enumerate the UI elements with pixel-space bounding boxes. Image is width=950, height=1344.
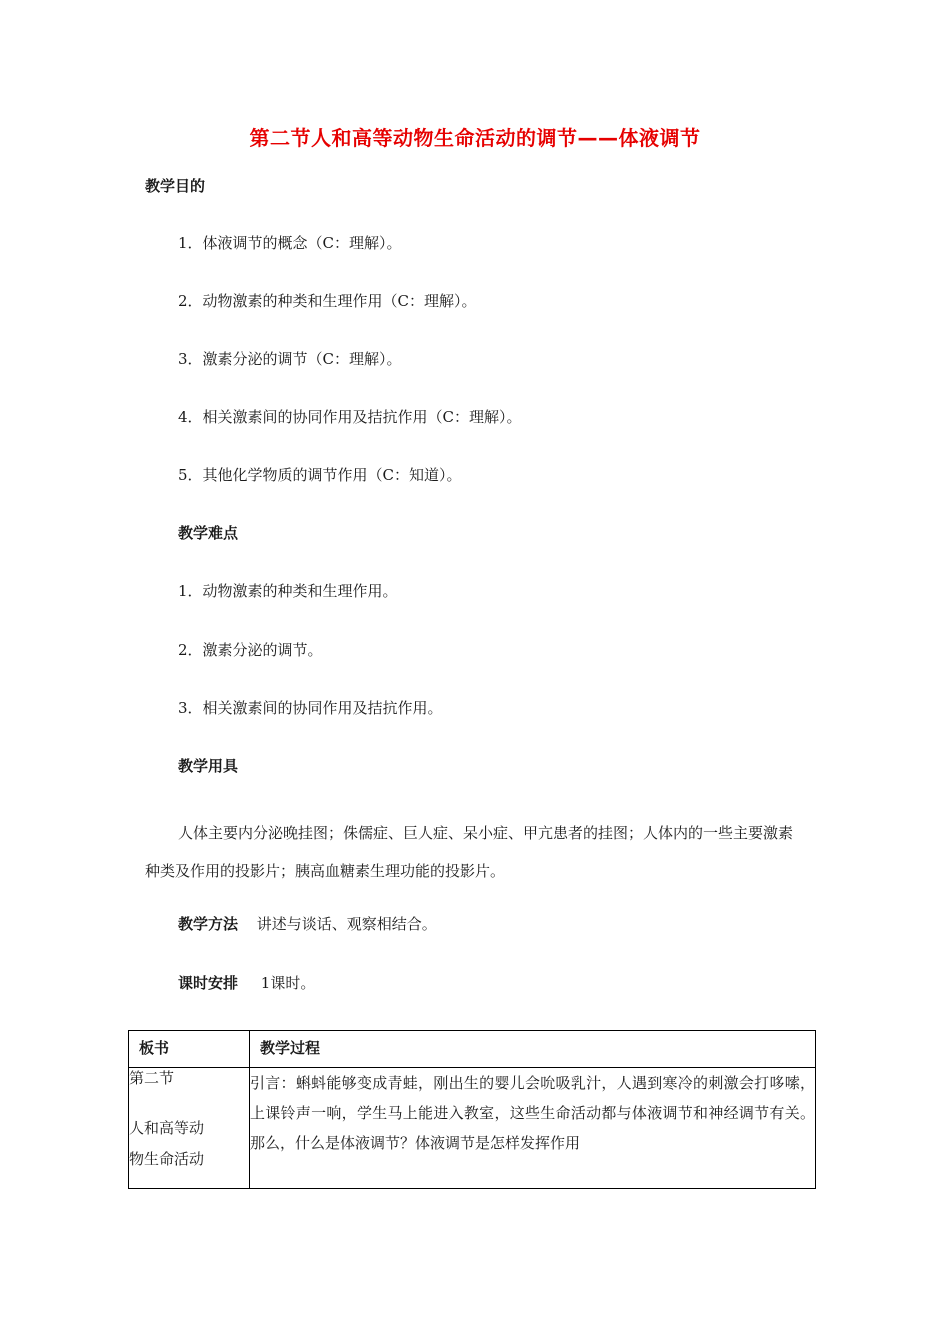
board-line: 人和高等动: [129, 1119, 205, 1137]
board-header: 板书: [139, 1039, 170, 1057]
document-title: 第二节人和高等动物生命活动的调节——体液调节: [249, 126, 701, 150]
objective-item: 1．体液调节的概念（C：理解）。: [178, 234, 402, 252]
process-header: 教学过程: [260, 1039, 321, 1057]
method-label: 教学方法: [178, 915, 239, 933]
objective-item: 5．其他化学物质的调节作用（C：知道）。: [178, 466, 462, 484]
objective-item: 3．激素分泌的调节（C：理解）。: [178, 350, 402, 368]
process-text: 引言：蝌蚪能够变成青蛙，刚出生的婴儿会吮吸乳汁，人遇到寒冷的刺激会打哆嗦，上课铃声一响，学生马上能进入教室，这些生命活动都与体液调节和神经调节有关。那么，什么是体液调节？体液调节是怎样发挥作用: [250, 1074, 815, 1152]
board-cell: [129, 1068, 250, 1189]
tools-text: 人体主要内分泌晚挂图；侏儒症、巨人症、呆小症、甲亢患者的挂图；人体内的一些主要激素种类及作用的投影片；胰高血糖素生理功能的投影片。: [145, 824, 794, 880]
schedule-text: 1课时。: [260, 974, 316, 992]
method-row: [178, 914, 437, 934]
difficulty-item: 1．动物激素的种类和生理作用。: [178, 582, 398, 600]
method-text: 讲述与谈话、观察相结合。: [256, 915, 437, 933]
difficulties-heading: 教学难点: [178, 524, 239, 542]
process-cell: [250, 1068, 816, 1189]
board-header-cell: [129, 1031, 250, 1068]
schedule-row: [178, 973, 315, 993]
objective-item: 2．动物激素的种类和生理作用（C：理解）。: [178, 292, 477, 310]
schedule-label: 课时安排: [178, 974, 239, 992]
board-line: 第二节: [129, 1069, 175, 1087]
tools-heading: 教学用具: [178, 757, 239, 775]
process-header-cell: [250, 1031, 816, 1068]
objectives-heading: 教学目的: [145, 177, 206, 195]
board-line: 物生命活动: [129, 1150, 205, 1168]
difficulty-item: 3．相关激素间的协同作用及拮抗作用。: [178, 699, 443, 717]
lesson-table: [128, 1030, 816, 1189]
objective-item: 4．相关激素间的协同作用及拮抗作用（C：理解）。: [178, 408, 522, 426]
difficulty-item: 2．激素分泌的调节。: [178, 641, 323, 659]
